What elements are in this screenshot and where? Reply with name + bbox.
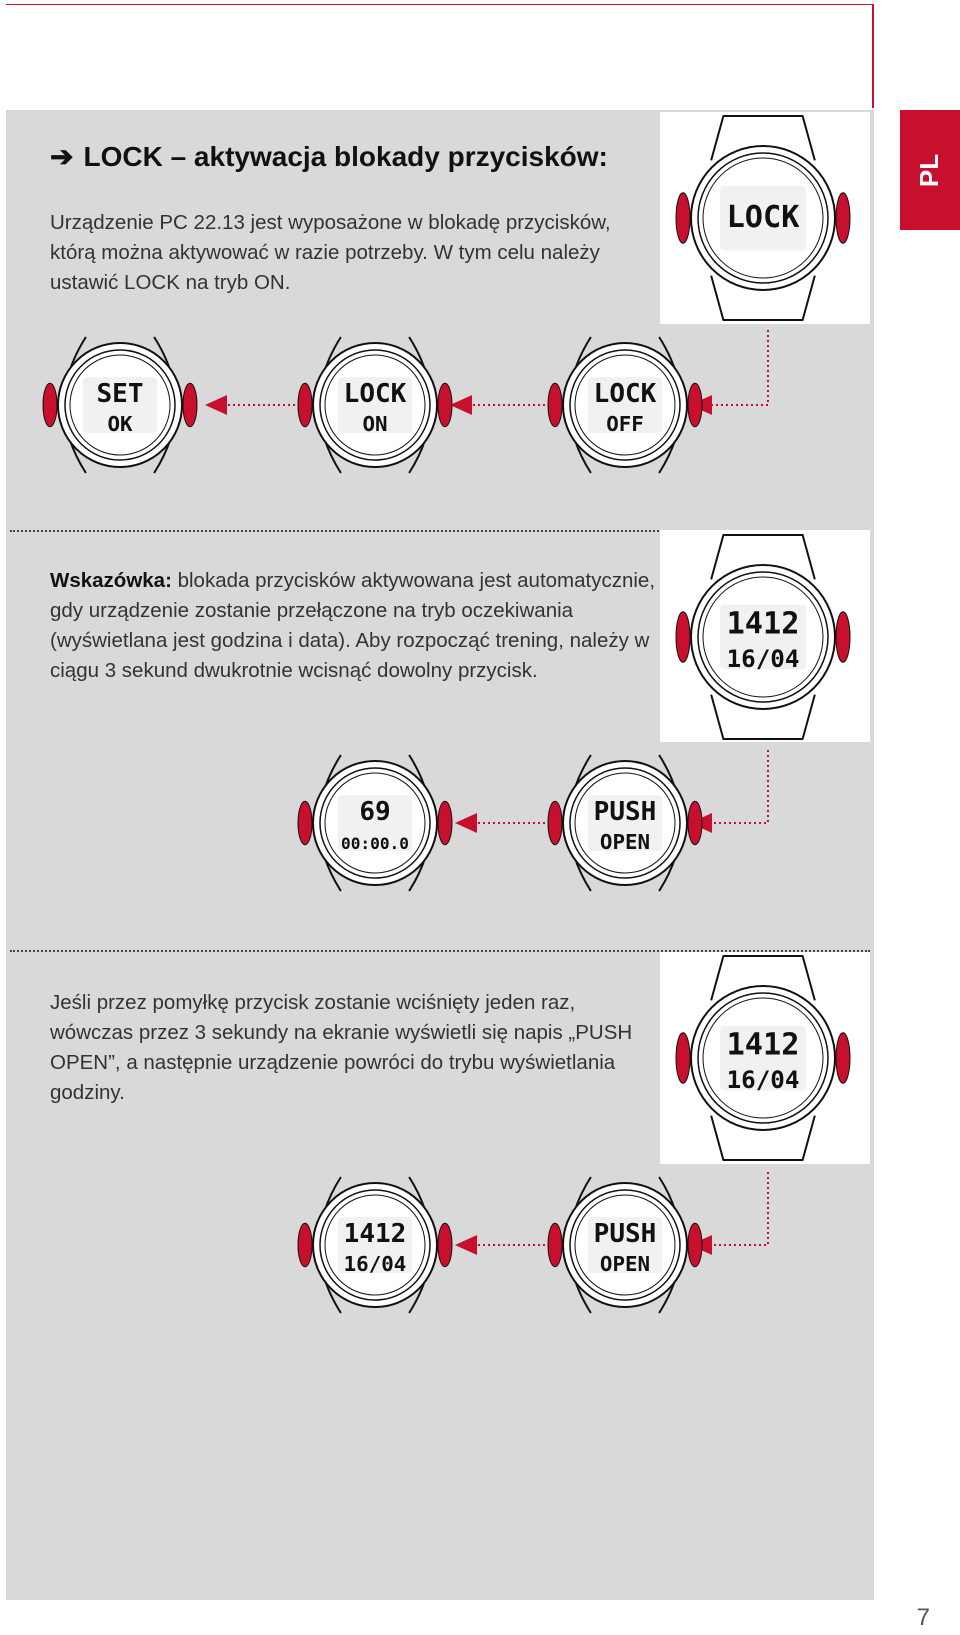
watch-button-left [676, 1033, 690, 1083]
watch-display-line1: PUSH [593, 796, 657, 827]
watch-lock-off [538, 333, 712, 477]
watch-display-line2: 16/04 [726, 645, 800, 674]
watch-push-open-2 [538, 1173, 712, 1317]
watch-display-line1: 69 [359, 796, 391, 827]
watch-button-right [183, 383, 197, 426]
watch-button-right [438, 1223, 452, 1266]
watch-display-line1: LOCK [343, 378, 407, 409]
watch-button-left [676, 612, 690, 662]
watch-push-open [538, 751, 712, 895]
watch-lock-main [666, 111, 860, 325]
tip-paragraph [50, 566, 660, 686]
heading-text: LOCK – aktywacja blokady przycisków: [83, 141, 608, 172]
watch-time-date [666, 530, 860, 744]
mistake-paragraph: Jeśli przez pomyłkę przycisk zostanie wciśnięty jeden raz, wówczas przez 3 sekundy na ekranie wyświetli się napis „PUSH OPEN”, a następnie urządzenie powróci do trybu wyświetlania godziny. [50, 991, 633, 1104]
watch-button-left [298, 1223, 312, 1266]
watch-button-left [548, 383, 562, 426]
language-tab-label: PL [914, 153, 945, 187]
section-heading [50, 140, 608, 173]
watch-lock-on [288, 333, 462, 477]
watch-button-right [688, 801, 702, 844]
watch-button-right [836, 612, 850, 662]
watch-display-line2: 16/04 [343, 1252, 407, 1277]
watch-button-right [438, 801, 452, 844]
watch-set-ok [33, 333, 207, 477]
watch-display-line2: 16/04 [726, 1066, 800, 1095]
watch-button-left [676, 193, 690, 243]
watch-button-right [688, 1223, 702, 1266]
watch-button-left [298, 801, 312, 844]
page-number: 7 [916, 1604, 930, 1631]
watch-time-date-2 [666, 951, 860, 1165]
watch-display-line2: OK [107, 412, 133, 437]
watch-display-line2: OPEN [599, 1252, 651, 1277]
watch-button-left [43, 383, 57, 426]
watch-button-right [438, 383, 452, 426]
watch-display-line1: PUSH [593, 1218, 657, 1249]
arrow-icon: ➔ [50, 141, 74, 172]
watch-display-line1: LOCK [593, 378, 657, 409]
watch-display-line1: 1412 [726, 1027, 800, 1063]
watch-display-line2: OPEN [599, 830, 651, 855]
watch-display-line2: OFF [606, 412, 644, 437]
watch-display-line1: LOCK [726, 200, 800, 236]
intro-paragraph: Urządzenie PC 22.13 jest wyposażone w blokadę przycisków, którą można aktywować w razie potrzeby. W tym celu należy ustawić LOCK na tryb ON. [50, 211, 611, 294]
watch-time-date-3 [288, 1173, 462, 1317]
watch-button-right [836, 193, 850, 243]
tip-label: Wskazówka: [50, 569, 172, 592]
watch-workout [288, 751, 462, 895]
watch-button-left [298, 383, 312, 426]
watch-button-right [688, 383, 702, 426]
watch-button-right [836, 1033, 850, 1083]
tip-text: blokada przycisków aktywowana jest automatycznie, gdy urządzenie zostanie przełączone na tryb oczekiwania (wyświetlana jest godzina i data). Aby rozpocząć trening, należy w ciągu 3 sekund dwukrotnie wcisnąć dowolny przycisk. [50, 569, 656, 682]
language-tab [900, 110, 960, 230]
watch-display-line1: 1412 [343, 1218, 407, 1249]
watch-display-line1: 1412 [726, 606, 800, 642]
watch-display-line2: 00:00.0 [341, 834, 409, 854]
watch-button-left [548, 801, 562, 844]
top-frame [6, 4, 874, 108]
watch-display-line1: SET [96, 378, 144, 409]
watch-display-line2: ON [362, 412, 388, 437]
watch-button-left [548, 1223, 562, 1266]
